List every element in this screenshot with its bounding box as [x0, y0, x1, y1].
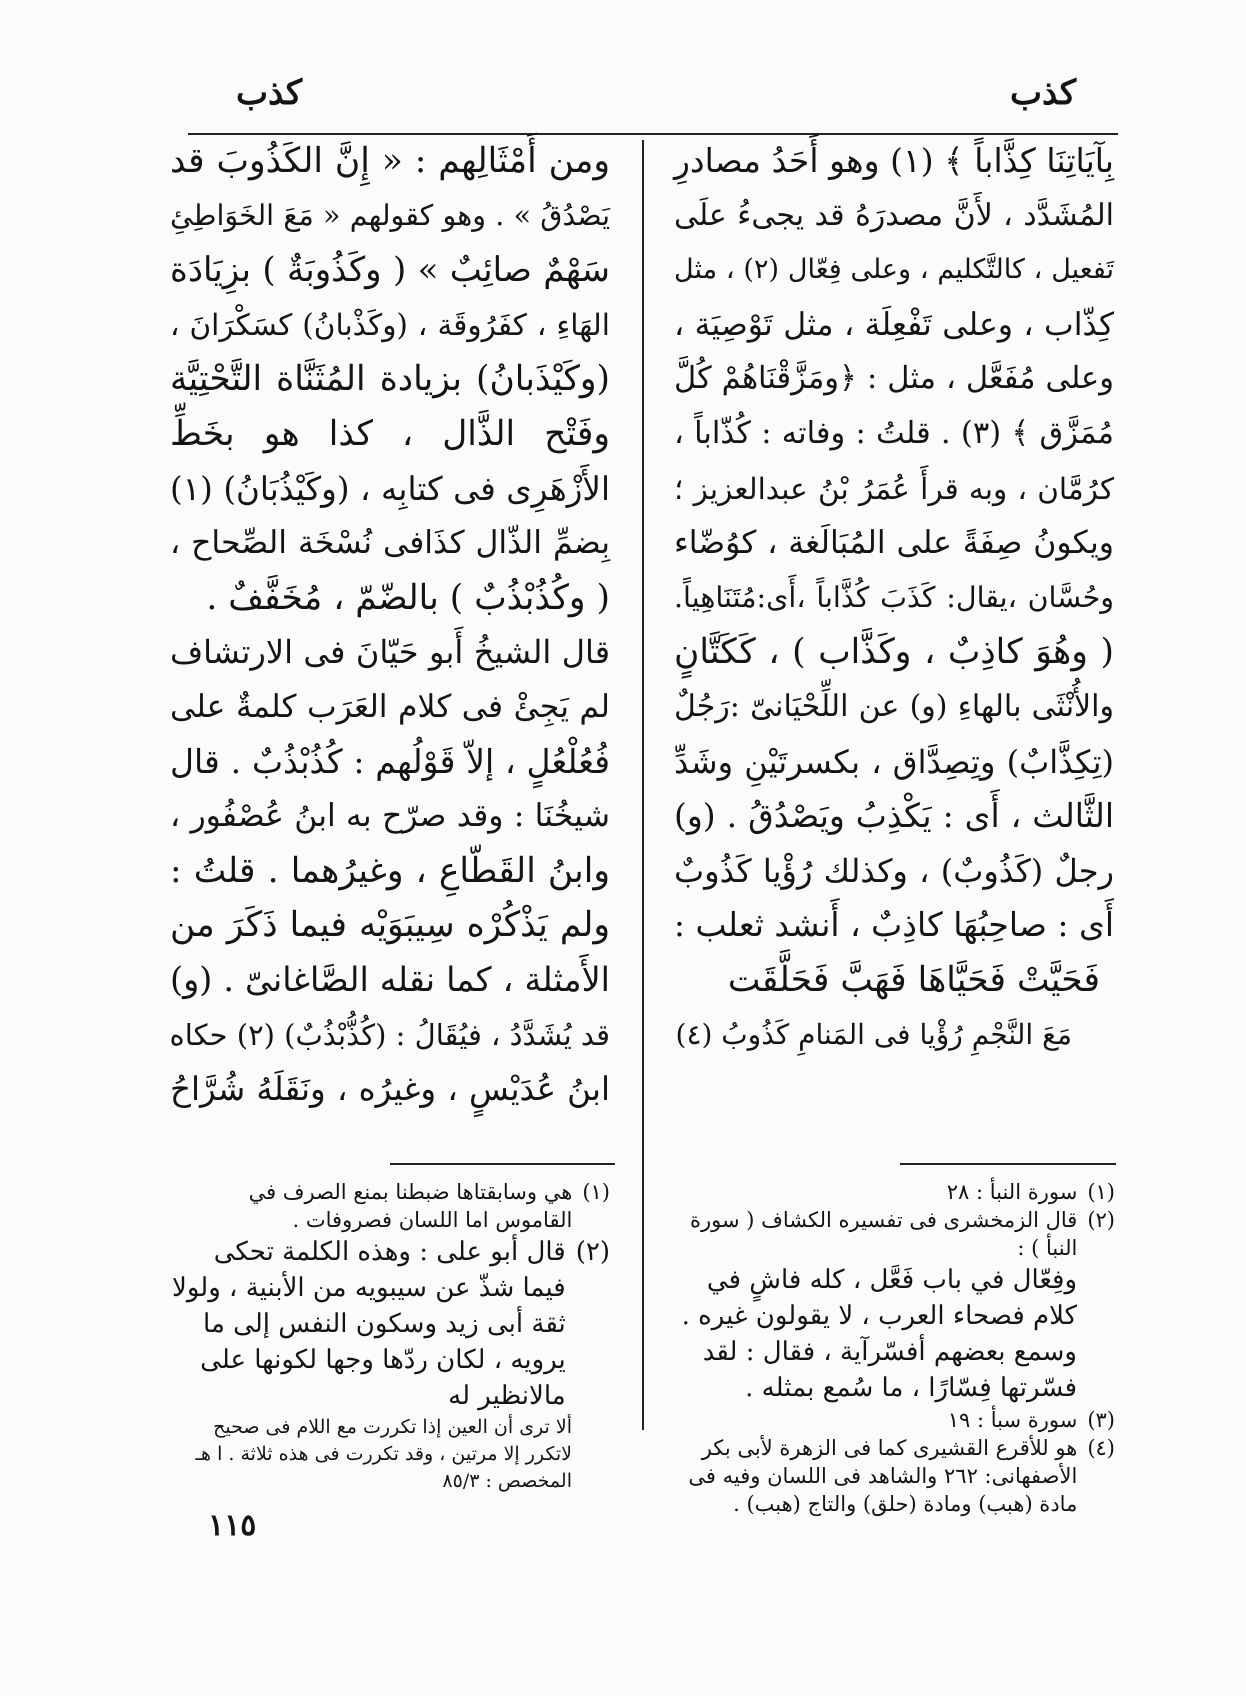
text-line: قد يُشَدَّدُ ، فيُقَالُ : (كُذُّبْذُبٌ) (٢) حكاه — [169, 1017, 610, 1052]
text-line: الأَزْهَرِى فى كتابِه ، (وكَيْذُبَانُ) (١) — [170, 469, 610, 508]
footnote-rule-left — [390, 1163, 615, 1165]
text-line: وابنُ القَطّاعِ ، وغيرُهما . قلتُ : — [170, 850, 610, 891]
text-line: شيخُنَا : وقد صرّح به ابنُ عُصْفُور ، — [170, 798, 610, 835]
text-line: كرُمَّان ، وبه قرأَ عُمَرُ بْنُ عبدالعزيز ؛ — [674, 471, 1114, 506]
footnote-continuation — [670, 1262, 1115, 1406]
left-column — [170, 134, 610, 1117]
text-line: فُعُلْعُلٍ ، إلاّ قَوْلُهم : كُذُبْذُبٌ . قال — [170, 741, 610, 781]
text-line: الهَاءِ ، كفَرُوقَة ، (وكَذْبانُ) كسَكْرَانَ ، — [170, 307, 610, 342]
footnote — [170, 1234, 610, 1414]
text-line: ( وكُذُبْذُبٌ ) بالضّمّ ، مُخَفَّفٌ . — [206, 577, 610, 618]
footnote-text: هي وسابقتاها ضبطنا بمنع الصرف في القاموس اما اللسان فصروفات . — [248, 1180, 573, 1232]
text-line: سَهْمٌ صائِبٌ » ( وكَذُوبَةٌ ) بزِيَادَة — [170, 250, 610, 291]
page-number: ١١٥ — [208, 1508, 257, 1543]
text-line: بِآيَاتِنَا كِذَّاباً ﴾ (١) وهو أَحَدُ مصادرِ — [674, 141, 1114, 180]
footnote-text: سورة النبأ : ٢٨ — [946, 1180, 1078, 1204]
footnote-text: وفِعّال في باب فَعَّل ، كله فاشٍ في كلام فصحاء العرب ، لا يقولون غيره . وسمع بعضهم أفسّرآية ، فقال : لقد فسّرتها فِسّارًا ، ما سُمع بمثله . — [681, 1265, 1077, 1403]
text-line: وفَتْح الذَّال ، كذا هو بخَطِّ — [170, 413, 610, 454]
footnote-number: (٢) — [1087, 1208, 1115, 1232]
footnote-continuation — [170, 1414, 610, 1495]
text-line: يَصْدُقُ » . وهو كقولهم « مَعَ الخَوَاطِئِ — [170, 198, 610, 232]
text-line: أَى : صاحِبُهَا كاذِبٌ ، أَنشد ثعلب : — [673, 905, 1114, 945]
footnote-text: قال الزمخشرى فى تفسيره الكشاف ( سورة النبأ ) : — [690, 1208, 1078, 1260]
text-line: لم يَجِئْ فى كلام العَرَب كلمةٌ على — [170, 688, 610, 725]
text-line: (وكَيْذَبانُ) بزيادة المُثَنَّاة التَّحْتِيَّة — [170, 359, 610, 400]
footnote-text: هو للأقرع القشيرى كما فى الزهرة لأبى بكر الأصفهانى: ٢٦٢ والشاهد فى اللسان وفيه فى مادة (هبب) ومادة (حلق) والتاج (هبب) . — [688, 1436, 1078, 1516]
running-head-left: كذب — [236, 73, 303, 113]
column-divider — [642, 140, 644, 1430]
text-line: ويكونُ صِفَةً على المُبَالَغة ، كوُضّاء — [674, 525, 1114, 562]
footnotes-left — [170, 1178, 610, 1495]
text-line: وحُسَّان ،يقال: كَذَبَ كُذَّاباً ،أَى:مُتَنَاهِياً. — [674, 580, 1114, 614]
footnote — [670, 1406, 1115, 1434]
footnote — [670, 1434, 1115, 1518]
poetry-verse-2: مَعَ النَّجْمِ رُؤْيا فى المَنامِ كَذُوبُ (٤) — [675, 1017, 1072, 1051]
footnote-rule-right — [900, 1163, 1116, 1165]
footnote-number: (١) — [1087, 1180, 1115, 1204]
footnote — [170, 1178, 610, 1234]
footnote-number: (٤) — [1087, 1436, 1115, 1460]
footnote — [670, 1206, 1115, 1262]
text-line: والأُنْثَى بالهاءِ (و) عن اللِّحْيَانىّ :رَجُلٌ — [674, 688, 1114, 724]
footnote-text: قال أبو على : وهذه الكلمة تحكى فيما شذّ عن سيبويه من الأبنية ، ولولا ثقة أبى زيد وسكون النفس إلى ما يرويه ، لكان ردّها وجها لكونها على مالانظير له — [172, 1237, 566, 1411]
text-line: ابنُ عُدَيْسٍ ، وغيرُه ، ونَقَلَهُ شُرَّاحُ — [170, 1070, 610, 1109]
footnote-number: (٢) — [575, 1237, 610, 1267]
text-line: مُمَزَّق ﴾ (٣) . قلتُ : وفاته : كُذّاباً ، — [674, 415, 1114, 451]
text-line: (تِكِذَّابٌ) وتِصِدَّاق ، بكسرتَيْنِ وشَدِّ — [674, 742, 1114, 781]
poetry-verse-1: فَحَيَّتْ فَحَيَّاهَا فَهَبَّ فَحَلَّقَت — [727, 959, 1100, 1000]
right-column — [674, 134, 1114, 1062]
footnote-number: (٣) — [1087, 1408, 1115, 1432]
text-line: ولم يَذْكُرْه سِيبَوَيْه فيما ذَكَرَ من — [170, 905, 610, 946]
text-line: رجلٌ (كَذُوبٌ) ، وكذلك رُؤْيا كَذُوبٌ — [674, 851, 1114, 890]
text-line: الثَّالث ، أَى : يَكْذِبُ ويَصْدُقُ . (و) — [674, 796, 1114, 836]
text-line: المُشَدَّد ، لأَنَّ مصدرَهُ قد يجىءُ علَى — [674, 197, 1114, 233]
text-line: ( وهُوَ كاذِبٌ ، وكَذَّاب ) ، كَكَتَّانٍ — [674, 632, 1114, 673]
text-line: قال الشيخُ أَبو حَيّانَ فى الارتشاف — [170, 633, 610, 672]
text-line: ومن أَمْثَالِهم : « إِنَّ الكَذُوبَ قد — [170, 141, 610, 181]
text-line: وعلى مُفَعَّل ، مثل : ﴿ومَزَّقْنَاهُمْ كُلَّ — [674, 361, 1114, 397]
footnote — [670, 1178, 1115, 1206]
text-line: الأَمثلة ، كما نقله الصَّاغانىّ . (و) — [170, 959, 610, 999]
text-line: كِذّاب ، وعلى تَفْعِلَة ، مثل تَوْصِيَة ، — [674, 306, 1114, 343]
text-line: تَفعيل ، كالتَّكليم ، وعلى فِعّال (٢) ، مثل — [674, 254, 1114, 286]
footnotes-right — [670, 1178, 1115, 1518]
footnote-text: سورة سبأ : ١٩ — [947, 1408, 1078, 1432]
footnote-text: ألا ترى أن العين إذا تكررت مع اللام فى صحيح لاتكرر إلا مرتين ، وقد تكررت فى هذه ثلاثة . ا هـ المخصص : ٨٥/٣ — [195, 1416, 572, 1492]
running-head-right: كذب — [1010, 73, 1077, 113]
text-line: بِضمِّ الذّال كذَافى نُسْخَة الصِّحاح ، — [170, 525, 610, 562]
footnote-number: (١) — [582, 1180, 610, 1204]
